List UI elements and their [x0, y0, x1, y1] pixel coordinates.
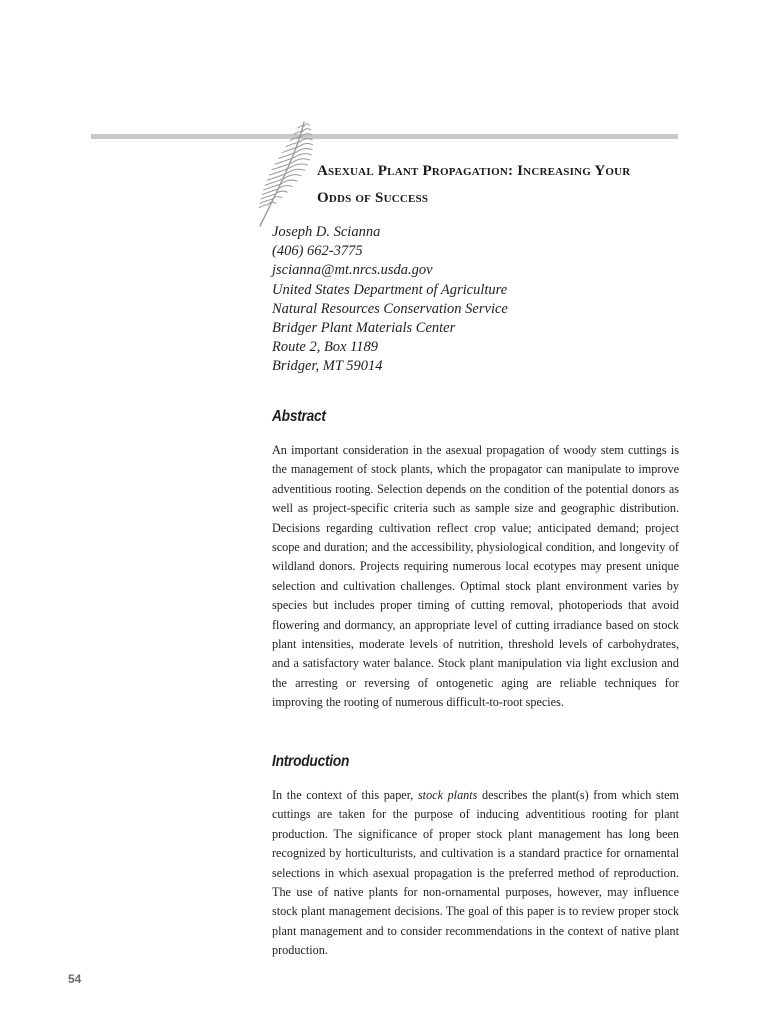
- fern-frond: [284, 175, 301, 179]
- fern-frond: [296, 149, 312, 153]
- author-address-2: Bridger, MT 59014: [272, 358, 383, 375]
- fern-frond: [303, 129, 311, 132]
- author-name: Joseph D. Scianna: [272, 224, 381, 240]
- fern-frond: [287, 169, 305, 173]
- fern-frond: [292, 159, 310, 163]
- title-line-1: Asexual Plant Propagation: Increasing Your: [317, 163, 631, 179]
- intro-term: stock plants: [417, 788, 478, 802]
- fern-frond: [259, 205, 268, 208]
- fern-frond: [290, 164, 308, 168]
- author-block: [272, 223, 508, 377]
- introduction-heading: Introduction: [272, 753, 350, 770]
- author-org-3: Bridger Plant Materials Center: [272, 320, 456, 337]
- fern-icon: [246, 118, 324, 230]
- fern-frond: [298, 144, 312, 147]
- author-org-2: Natural Resources Conservation Service: [272, 300, 508, 317]
- fern-frond: [304, 124, 309, 126]
- author-org-1: United States Department of Agriculture: [272, 281, 508, 298]
- paper-title: [317, 158, 697, 212]
- introduction-text: [272, 786, 679, 961]
- author-email[interactable]: jscianna@mt.nrcs.usda.gov: [272, 262, 433, 279]
- abstract-heading: Abstract: [272, 408, 326, 425]
- fern-frond: [281, 180, 297, 184]
- author-address-1: Route 2, Box 1189: [272, 339, 379, 356]
- header-rule: [91, 134, 678, 139]
- author-phone: (406) 662-3775: [272, 243, 363, 260]
- intro-text-end: describes the plant(s) from which stem cuttings are taken for the purpose of inducing adventitious rooting for plant production. The significance of proper stock plant management has long been recognized by horticulturists, and cultivation is a standard practice for ornamental selections in which asexual propagation is the preferred method of reproduction. The use of native plants for non-ornamental purposes, however, may influence stock plant management decisions. The goal of this paper is to review proper stock plant management and to consider recommendations in the context of native plant production.: [272, 788, 679, 958]
- page-number: 54: [68, 972, 82, 986]
- intro-text-start: In the context of this paper,: [272, 788, 418, 802]
- abstract-text: An important consideration in the asexual propagation of woody stem cuttings is the management of stock plants, which the propagator can manipulate to improve adventitious rooting. Selection depends on the condition of the potential donors as well as project-specific criteria such as sample size and geographic distribution. Decisions regarding cultivation reflect crop value; anticipated demand; project scope and duration; and the accessibility, physiological condition, and longevity of wildland donors. Projects requiring numerous local ecotypes may present unique selection and cultivation challenges. Optimal stock plant environment varies by species but includes proper timing of cutting removal, photoperiods that avoid flowering and dormancy, an appropriate level of cutting irradiance based on stock plant intensities, moderate levels of nutrition, threshold levels of carbohydrates, and a satisfactory water balance. Stock plant manipulation via light exclusion and the arresting or reversing of ontogenetic aging are reliable techniques for improving the rooting of numerous difficult-to-root species.: [272, 443, 679, 710]
- fern-frond: [301, 134, 311, 137]
- fern-frond: [294, 154, 311, 158]
- fern-frond: [300, 139, 312, 142]
- title-line-2: Odds of Success: [317, 190, 429, 206]
